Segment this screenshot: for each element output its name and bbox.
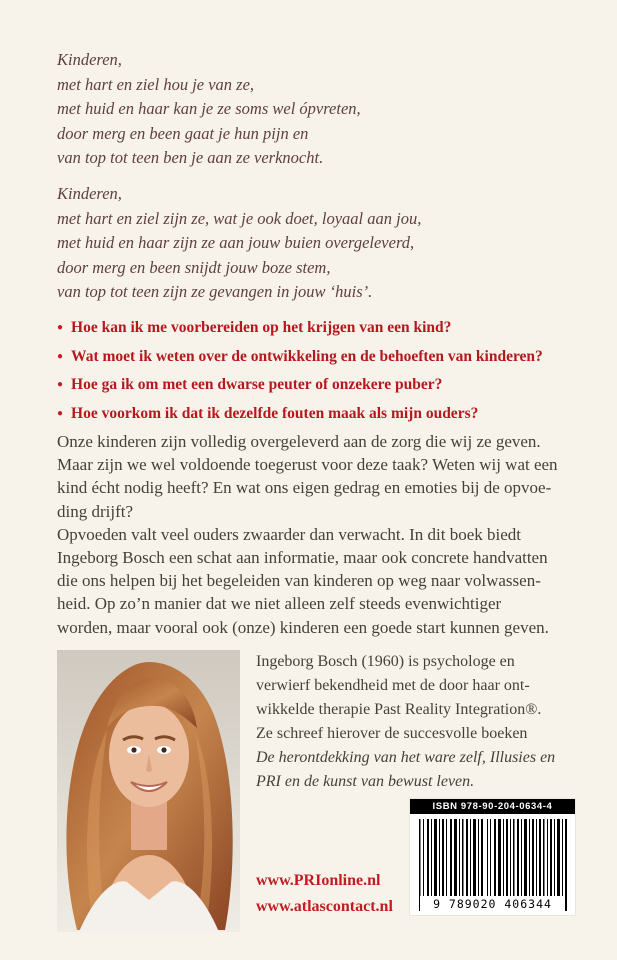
bullet-icon: ● <box>57 407 64 419</box>
poem-line: Kinderen, <box>57 50 122 69</box>
bio-line-book-titles: De herontdekking van het ware zelf, Illusies en <box>256 749 556 766</box>
poem-stanza-2 <box>57 182 421 305</box>
blurb-line: heid. Op zo’n manier dat we niet alleen zelf steeds evenwichtiger <box>57 594 502 614</box>
poem-line: met hart en ziel hou je van ze, <box>57 74 255 94</box>
question-text: Hoe voorkom ik dat ik dezelfde fouten maak als mijn ouders? <box>71 404 479 422</box>
barcode-digits: 9 789020 406344 <box>433 897 552 911</box>
blurb-line: Ingeborg Bosch een schat aan informatie, maar ook concrete handvatten <box>57 548 548 568</box>
blurb-line: Opvoeden valt veel ouders zwaarder dan verwacht. In dit boek biedt <box>57 524 522 544</box>
blurb-line: ding drijft? <box>57 501 134 521</box>
poem-line: met huid en haar zijn ze aan jouw buien overgeleverd, <box>57 233 415 253</box>
blurb-line: Maar zijn we wel voldoende toegerust voor deze taak? Weten wij wat een <box>57 455 558 475</box>
bio-line: wikkelde therapie Past Reality Integration®. <box>256 701 542 718</box>
bio-line: Ingeborg Bosch (1960) is psychologe en <box>256 653 515 670</box>
blurb-line: kind écht nodig heeft? En wat ons eigen gedrag en emoties bij de opvoe- <box>57 478 552 498</box>
isbn-label: ISBN 978-90-204-0634-4 <box>410 799 575 814</box>
isbn-barcode-block <box>410 799 575 915</box>
website-links <box>256 868 393 920</box>
barcode <box>410 814 575 915</box>
question-item <box>57 371 543 400</box>
author-bio <box>256 650 596 794</box>
blurb-line: worden, maar vooral ook (onze) kinderen een goede start kunnen geven. <box>57 617 549 637</box>
blurb-line: die ons helpen bij het begeleiden van kinderen op weg naar volwassen- <box>57 571 541 591</box>
question-text: Hoe ga ik om met een dwarse peuter of onzekere puber? <box>71 376 443 393</box>
question-item <box>57 400 543 429</box>
bio-line: Ze schreef hierover de succesvolle boeken <box>256 725 528 742</box>
bio-line-book-title: PRI en de kunst van bewust leven. <box>256 773 475 790</box>
bullet-icon: ● <box>57 350 64 362</box>
poem-line: van top tot teen zijn ze gevangen in jouw ‘huis’. <box>57 282 373 302</box>
poem-line: met huid en haar kan je ze soms wel ópvreten, <box>57 99 361 119</box>
author-portrait-illustration <box>57 650 240 932</box>
poem-stanza-1 <box>57 48 421 171</box>
poem-line: van top tot teen ben je aan ze verknocht. <box>57 148 324 168</box>
question-item <box>57 314 543 343</box>
link-prionline: www.PRIonline.nl <box>256 872 381 889</box>
poem <box>57 48 421 305</box>
poem-line: met hart en ziel zijn ze, wat je ook doet, loyaal aan jou, <box>57 208 422 228</box>
poem-line: door merg en been gaat je hun pijn en <box>57 123 309 143</box>
bullet-icon: ● <box>57 322 64 333</box>
link-atlascontact: www.atlascontact.nl <box>256 898 393 915</box>
blurb <box>57 430 558 639</box>
question-list <box>57 314 543 428</box>
question-text: Hoe kan ik me voorbereiden op het krijgen van een kind? <box>71 319 452 336</box>
poem-line: door merg en been snijdt jouw boze stem, <box>57 257 331 277</box>
bullet-icon: ● <box>57 379 64 390</box>
author-photo <box>57 650 240 932</box>
bio-line: verwierf bekendheid met de door haar ont- <box>256 677 530 694</box>
poem-line: Kinderen, <box>57 183 122 203</box>
question-item <box>57 343 543 372</box>
blurb-line: Onze kinderen zijn volledig overgeleverd aan de zorg die wij ze geven. <box>57 432 541 451</box>
question-text: Wat moet ik weten over de ontwikkeling en de behoeften van kinderen? <box>71 347 543 365</box>
